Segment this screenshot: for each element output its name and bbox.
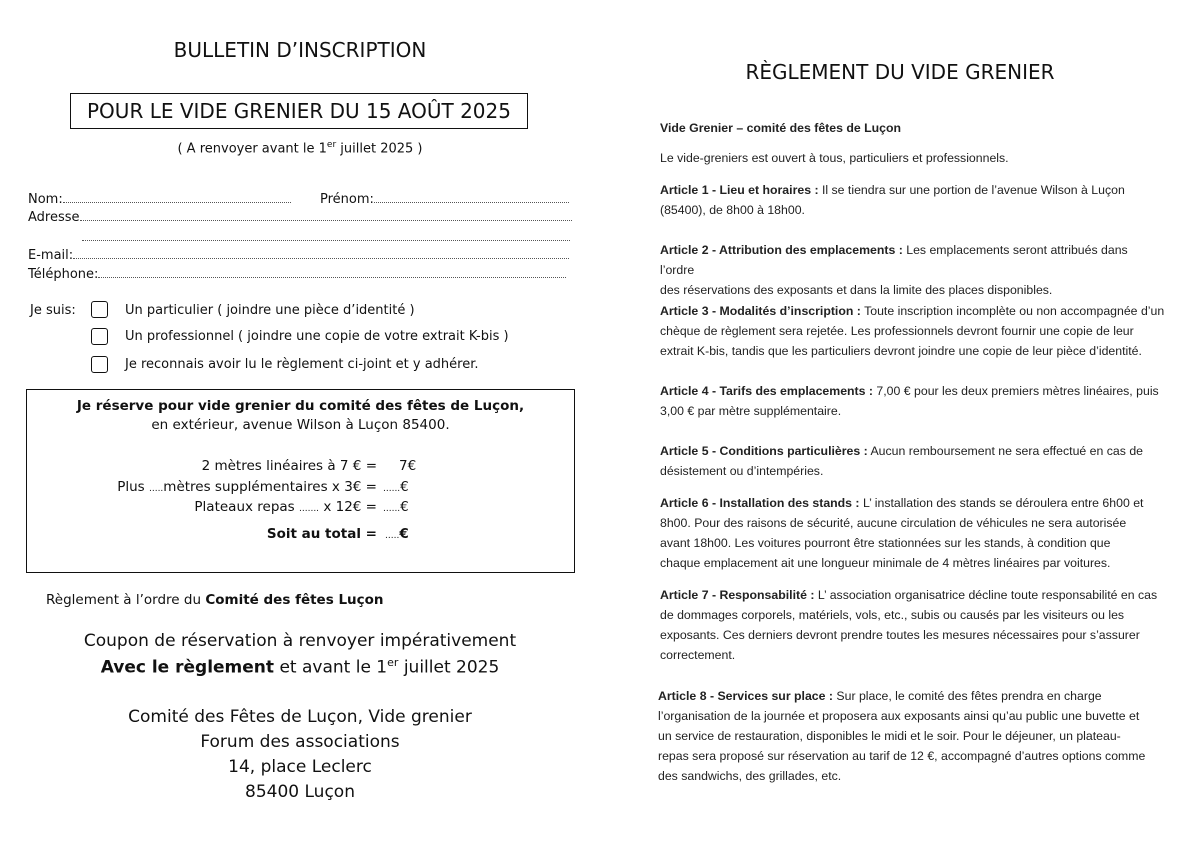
email-label: E-mail: — [28, 248, 74, 263]
total-unit: € — [399, 526, 409, 542]
article-line: Toute inscription incomplète ou non accompagnée d’un — [860, 304, 1165, 318]
line1-label: 2 mètres linéaires à 7 € = — [201, 458, 377, 474]
line1-value: 7€ — [399, 458, 417, 474]
line2-value[interactable] — [383, 479, 409, 495]
particulier-checkbox[interactable] — [91, 301, 108, 318]
particulier-label: Un particulier ( joindre une pièce d’identité ) — [125, 303, 415, 318]
nom-field[interactable] — [28, 190, 291, 207]
article-line: avant 18h00. Les voitures pourront être stationnées sur les stands, à condition que — [660, 536, 1111, 550]
article-title: Article 7 - Responsabilité : — [660, 588, 815, 602]
article-line: exposants. Ces derniers devront prendre toutes les mesures nécessaires pour s’assurer — [660, 628, 1140, 642]
reservation-box — [26, 389, 575, 573]
article-line: Aucun remboursement ne sera effectué en cas de — [867, 444, 1143, 458]
article-title: Article 6 - Installation des stands : — [660, 496, 860, 510]
nom-line[interactable] — [63, 190, 291, 203]
professionnel-label: Un professionnel ( joindre une copie de votre extrait K-bis ) — [125, 329, 509, 344]
professionnel-checkbox[interactable] — [91, 328, 108, 345]
article-line: de dommages corporels, matériels, vols, etc., subis ou causés par les visiteurs ou les — [660, 608, 1125, 622]
article-title: Article 5 - Conditions particulières : — [660, 444, 868, 458]
email-field[interactable] — [28, 246, 569, 263]
article-title: Article 2 - Attribution des emplacements : — [660, 243, 903, 257]
payment-bold: Comité des fêtes Luçon — [205, 592, 384, 608]
adresse-field[interactable] — [28, 208, 572, 225]
address-line: Comité des Fêtes de Luçon, Vide grenier — [128, 707, 472, 727]
email-line[interactable] — [73, 246, 569, 259]
line3-value-dots[interactable]: ...... — [383, 504, 401, 514]
article-2 — [660, 240, 1160, 300]
address-line: Forum des associations — [200, 732, 400, 752]
article-8 — [658, 686, 1168, 786]
coupon-line2 — [0, 656, 600, 678]
article-line: Les emplacements seront attribués dans l’ordre — [660, 243, 1128, 277]
article-6 — [660, 493, 1170, 573]
coupon-sup: er — [387, 656, 399, 669]
total-value[interactable] — [385, 526, 409, 542]
prenom-line[interactable] — [374, 190, 569, 203]
line3 — [47, 499, 377, 515]
line2-value-dots[interactable]: ...... — [383, 484, 401, 494]
deadline-sup: er — [326, 140, 337, 150]
deadline-post: juillet 2025 ) — [336, 141, 423, 157]
article-line: chaque emplacement ait une longueur minimale de 4 mètres linéaires par voitures. — [660, 556, 1111, 570]
article-title: Article 4 - Tarifs des emplacements : — [660, 384, 873, 398]
article-line: L’ installation des stands se déroulera entre 6h00 et — [859, 496, 1144, 510]
line3-unit: € — [400, 499, 409, 515]
article-1 — [660, 180, 1160, 220]
line2 — [47, 479, 377, 495]
coupon-mid: et avant le 1 — [274, 657, 388, 678]
nom-label: Nom: — [28, 192, 63, 207]
rules-intro: Le vide-greniers est ouvert à tous, particuliers et professionnels. — [660, 151, 1009, 165]
article-line: chèque de règlement sera rejetée. Les professionnels devront fournir une copie de leur — [660, 324, 1134, 338]
line2-dots[interactable]: ..... — [148, 484, 164, 494]
article-line: correctement. — [660, 648, 736, 662]
adresse-line[interactable] — [80, 208, 572, 221]
reservation-heading: Je réserve pour vide grenier du comité des fêtes de Luçon, — [76, 398, 525, 414]
deadline-pre: ( A renvoyer avant le 1 — [177, 141, 327, 157]
event-title-box — [70, 93, 528, 129]
article-line: 7,00 € pour les deux premiers mètres linéaires, puis — [873, 384, 1159, 398]
article-line: un service de restauration, disponibles le midi et le soir. Pour le déjeuner, un plateau- — [658, 729, 1121, 743]
article-line: repas sera proposé sur réservation au tarif de 12 €, accompagné d’autres options comme — [658, 749, 1146, 763]
article-4 — [660, 381, 1160, 421]
je-suis-label: Je suis: — [30, 303, 76, 318]
adresse-line-2[interactable] — [82, 226, 570, 245]
article-line: 8h00. Pour des raisons de sécurité, aucune circulation de véhicules ne sera autorisée — [660, 516, 1127, 530]
adresse-label: Adresse — [28, 210, 80, 225]
article-3 — [660, 301, 1170, 361]
address-line: 85400 Luçon — [245, 782, 355, 802]
line2-unit: € — [400, 479, 409, 495]
line2-prefix: Plus — [117, 479, 145, 495]
payment-note — [46, 592, 384, 608]
line3-dots[interactable]: ....... — [299, 504, 320, 514]
line2-label: mètres supplémentaires x 3€ = — [163, 479, 377, 495]
reservation-subheading: en extérieur, avenue Wilson à Luçon 85400. — [151, 417, 450, 433]
line3-label: Plateaux repas — [194, 499, 295, 515]
article-5 — [660, 441, 1160, 481]
telephone-label: Téléphone: — [28, 267, 99, 282]
telephone-line[interactable] — [98, 265, 566, 278]
article-line: des sandwichs, des grillades, etc. — [658, 769, 842, 783]
article-title: Article 1 - Lieu et horaires : — [660, 183, 819, 197]
prenom-label: Prénom: — [320, 192, 374, 207]
article-line: Il se tiendra sur une portion de l’avenue Wilson à Luçon — [818, 183, 1125, 197]
article-title: Article 8 - Services sur place : — [658, 689, 833, 703]
article-line: L’ association organisatrice décline toute responsabilité en cas — [814, 588, 1158, 602]
article-line: désistement ou d’intempéries. — [660, 464, 824, 478]
article-line: l’organisation de la journée et proposera aux exposants ainsi qu’au public une buvette et — [658, 709, 1140, 723]
total-dots[interactable]: ..... — [385, 531, 400, 541]
event-title: POUR LE VIDE GRENIER DU 15 AOÛT 2025 — [87, 99, 511, 123]
total-label: Soit au total = — [266, 526, 377, 542]
prenom-field[interactable] — [320, 190, 569, 207]
coupon-bold: Avec le règlement — [100, 657, 275, 678]
article-line: (85400), de 8h00 à 18h00. — [660, 203, 805, 217]
article-title: Article 3 - Modalités d’inscription : — [660, 304, 861, 318]
rules-title: RÈGLEMENT DU VIDE GRENIER — [745, 60, 1055, 84]
deadline-note — [0, 140, 600, 156]
article-line: Sur place, le comité des fêtes prendra en charge — [832, 689, 1102, 703]
article-line: 3,00 € par mètre supplémentaire. — [660, 404, 842, 418]
coupon-line1: Coupon de réservation à renvoyer impérativement — [83, 631, 517, 651]
telephone-field[interactable] — [28, 265, 566, 282]
article-7 — [660, 585, 1170, 665]
mailing-address — [0, 705, 600, 805]
rules-subtitle: Vide Grenier – comité des fêtes de Luçon — [660, 121, 902, 135]
reglement-checkbox[interactable] — [91, 356, 108, 373]
address-line: 14, place Leclerc — [228, 757, 372, 777]
line3-value[interactable] — [383, 499, 409, 515]
reglement-label: Je reconnais avoir lu le règlement ci-joint et y adhérer. — [125, 357, 479, 372]
article-line: des réservations des exposants et dans la limite des places disponibles. — [660, 283, 1053, 297]
coupon-end: juillet 2025 — [398, 657, 500, 678]
payment-pre: Règlement à l’ordre du — [46, 592, 206, 608]
line3-mult: x 12€ = — [323, 499, 377, 515]
article-line: extrait K-bis, tandis que les particuliers devront joindre une copie de leur pièce d’identité. — [660, 344, 1142, 358]
form-title: BULLETIN D’INSCRIPTION — [173, 38, 427, 62]
